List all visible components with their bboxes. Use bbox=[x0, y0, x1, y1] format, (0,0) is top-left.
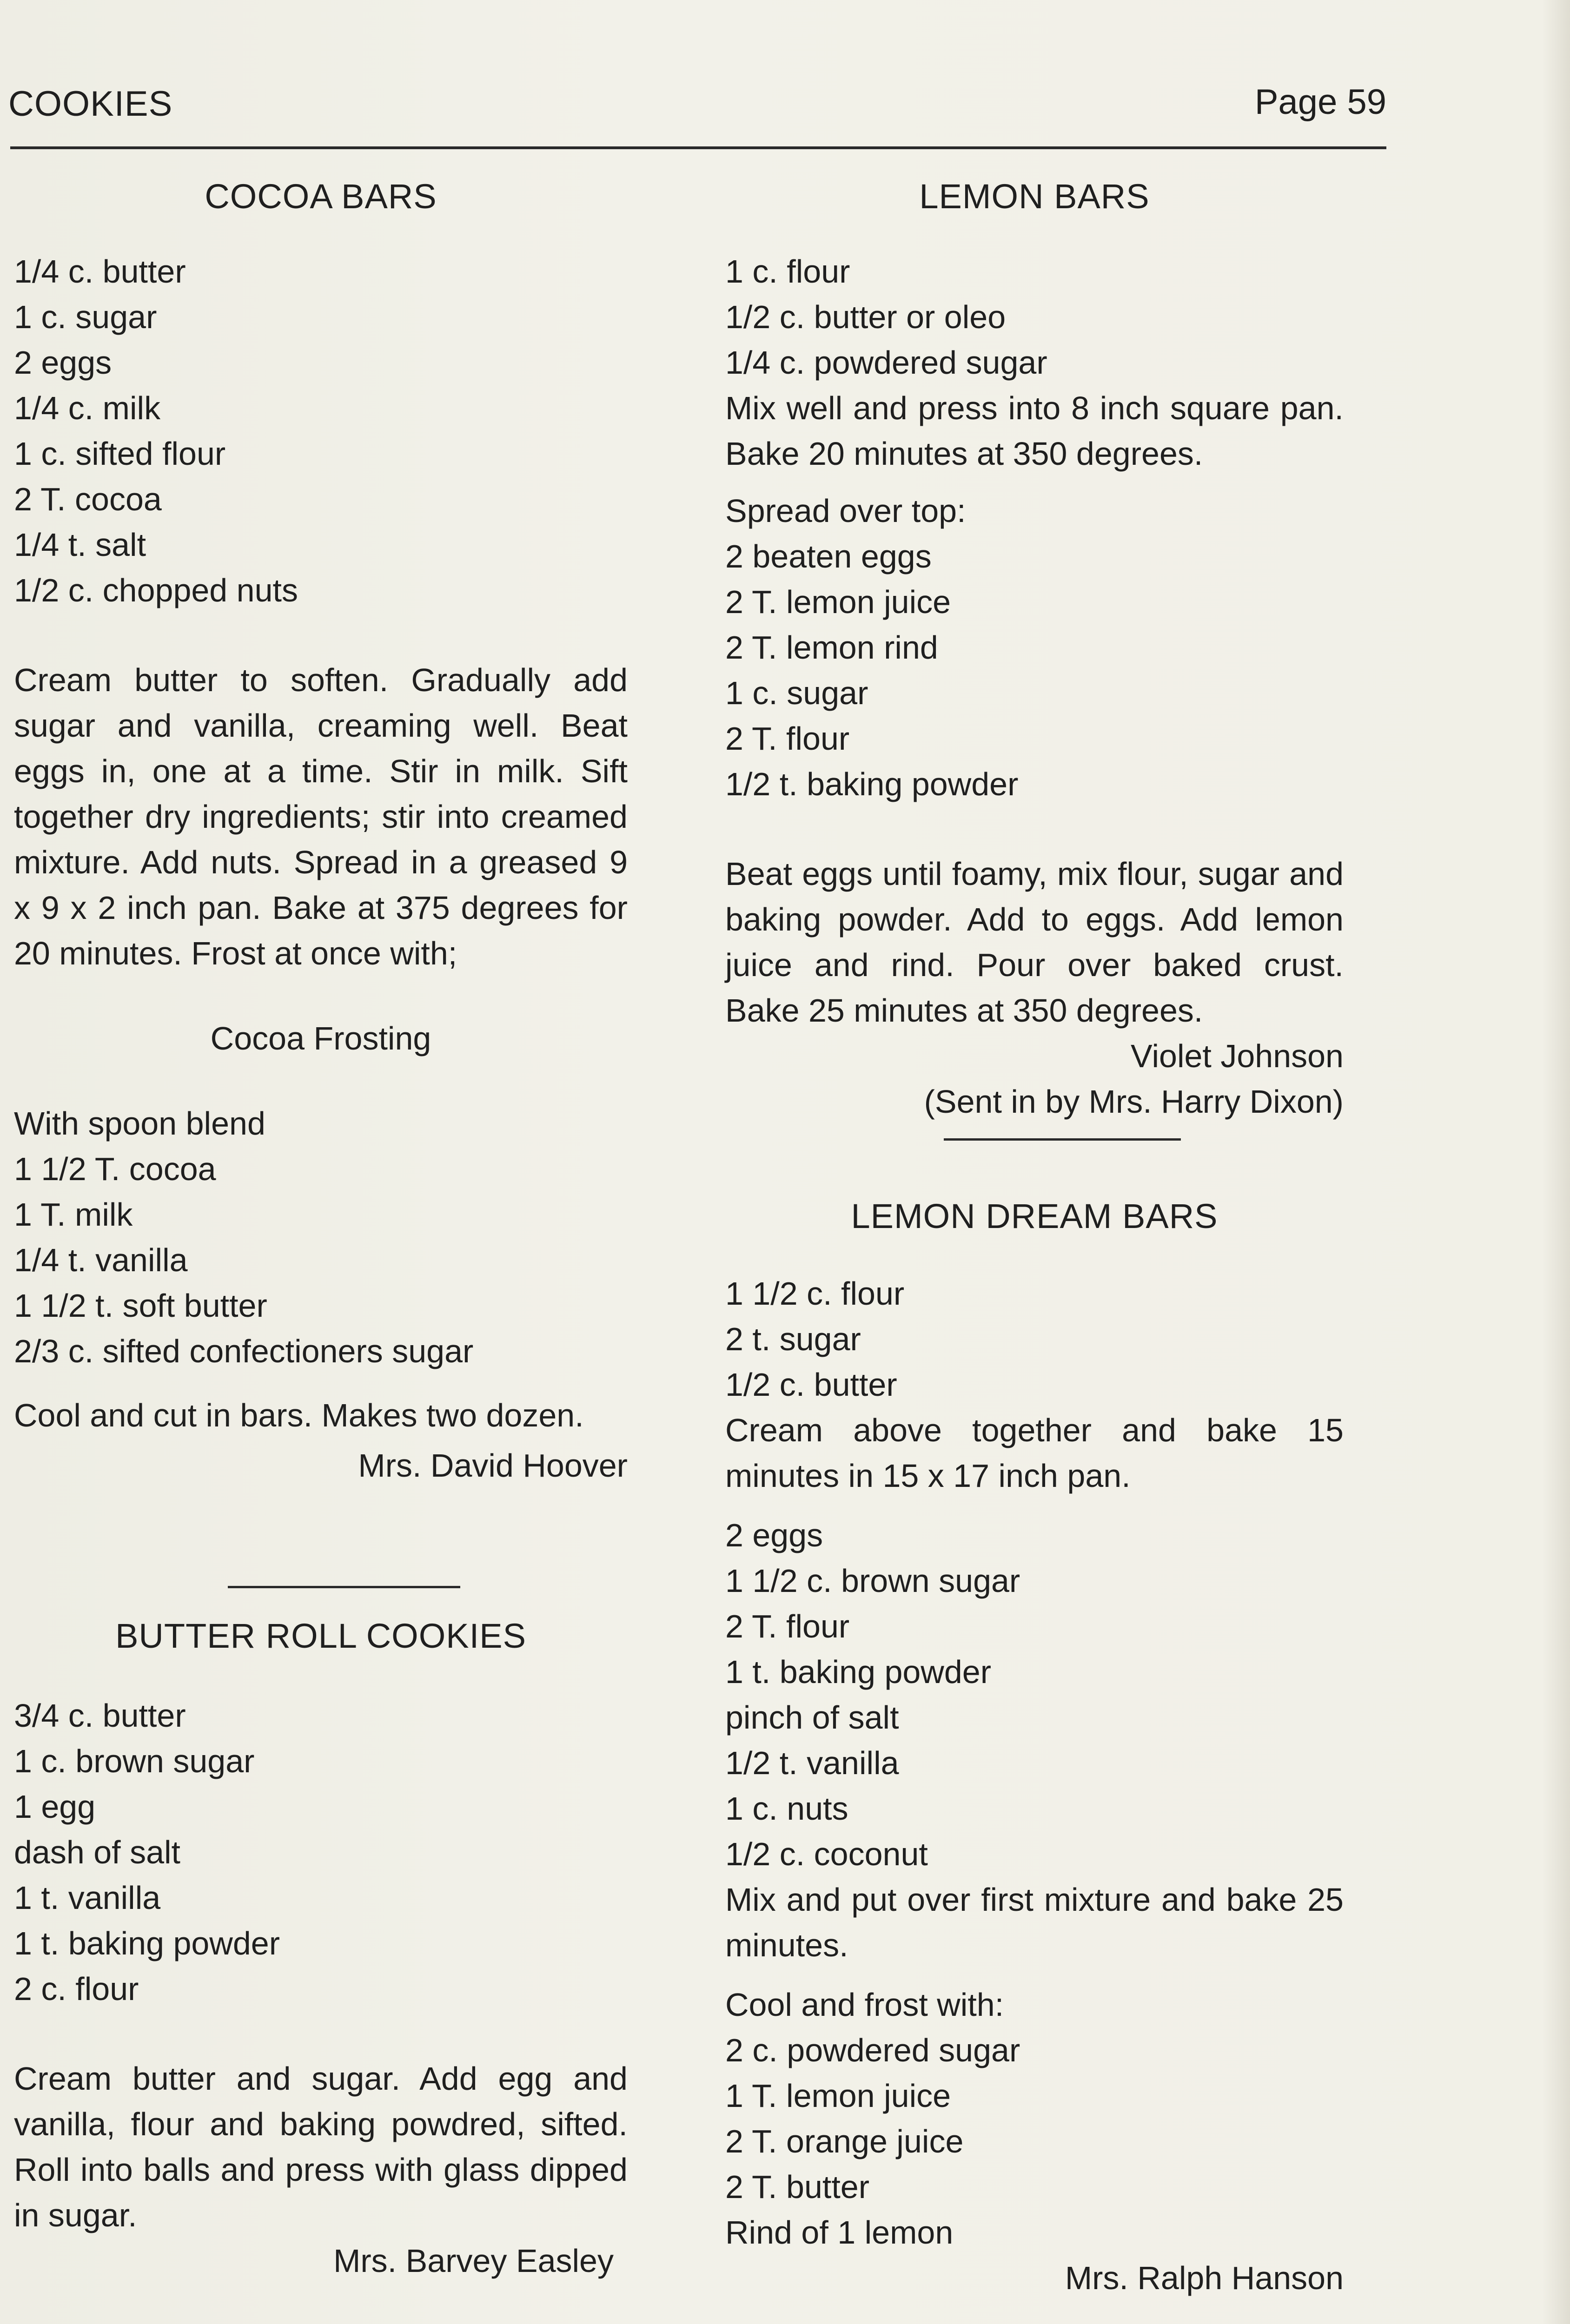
recipe-directions: Cream butter to soften. Gradually add sugar and vanilla, creaming well. Beat eggs in, one at a time. Stir in milk. Sift together dry ingredients; stir into creamed mixture. Add nuts. Spread in a greased 9 x 9 x 2 inch pan. Bake at 375 degrees for 20 minutes. Frost at once with; bbox=[14, 662, 628, 971]
recipe-butter-roll-cookies bbox=[14, 1616, 628, 2284]
recipe-step: Mix well and press into 8 inch square pan. Bake 20 minutes at 350 degrees. bbox=[725, 390, 1344, 472]
ingredient: 2 T. orange juice bbox=[725, 2123, 964, 2159]
recipe-author: Mrs. Barvey Easley bbox=[333, 2243, 614, 2279]
ingredient: 2 T. lemon juice bbox=[725, 584, 951, 620]
ingredient: 1 c. brown sugar bbox=[14, 1743, 255, 1779]
frosting-title: Cocoa Frosting bbox=[210, 1020, 431, 1056]
ingredient: 1/2 c. coconut bbox=[725, 1836, 928, 1872]
ingredient: 2 t. sugar bbox=[725, 1321, 861, 1357]
ingredient-list bbox=[14, 249, 628, 613]
recipe-title: LEMON DREAM BARS bbox=[851, 1197, 1218, 1235]
ingredient: 2 T. butter bbox=[725, 2169, 870, 2205]
ingredient: 2 T. lemon rind bbox=[725, 629, 938, 666]
ingredient: 1 1/2 t. soft butter bbox=[14, 1287, 267, 1324]
recipe-title: COCOA BARS bbox=[205, 177, 437, 216]
ingredient: 1 t. vanilla bbox=[14, 1880, 161, 1916]
topping-ingredient-list bbox=[725, 534, 1344, 807]
ingredient: 1/4 c. powdered sugar bbox=[725, 344, 1047, 381]
ingredient: 2 beaten eggs bbox=[725, 538, 932, 574]
topping-ingredient-list bbox=[725, 1512, 1344, 1877]
ingredient: 1 T. milk bbox=[14, 1196, 133, 1233]
ingredient: 2 T. flour bbox=[725, 1608, 850, 1644]
ingredient: 1 egg bbox=[14, 1789, 96, 1825]
ingredient: 2/3 c. sifted confectioners sugar bbox=[14, 1333, 474, 1369]
recipe-cocoa-bars bbox=[14, 177, 628, 1488]
ingredient: 1 c. sifted flour bbox=[14, 436, 226, 472]
section-title: COOKIES bbox=[8, 84, 173, 124]
recipe-lemon-dream-bars bbox=[725, 1196, 1344, 2301]
recipe-author: Mrs. Ralph Hanson bbox=[1065, 2260, 1344, 2296]
recipe-title: BUTTER ROLL COOKIES bbox=[115, 1617, 526, 1655]
recipe-finish: Cool and cut in bars. Makes two dozen. bbox=[14, 1397, 584, 1433]
frosting-ingredient-list bbox=[14, 1146, 628, 1374]
frosting-intro: With spoon blend bbox=[14, 1105, 265, 1142]
ingredient: 2 eggs bbox=[14, 344, 112, 381]
ingredient: dash of salt bbox=[14, 1834, 180, 1870]
ingredient: 1/4 t. salt bbox=[14, 527, 146, 563]
topping-directions: Mix and put over first mixture and bake 25 minutes. bbox=[725, 1882, 1344, 1963]
recipe-divider bbox=[944, 1138, 1181, 1141]
ingredient: 1 c. sugar bbox=[14, 299, 157, 335]
ingredient: 1/2 c. butter or oleo bbox=[725, 299, 1006, 335]
ingredient: 1/2 c. chopped nuts bbox=[14, 572, 298, 608]
left-column bbox=[14, 167, 628, 2284]
page-edge-shadow bbox=[1542, 0, 1570, 2324]
frost-intro: Cool and frost with: bbox=[725, 1987, 1004, 2023]
recipe-author: Violet Johnson bbox=[1131, 1038, 1344, 1074]
ingredient: 1/4 c. butter bbox=[14, 253, 186, 290]
recipe-directions: Beat eggs until foamy, mix flour, sugar and baking powder. Add to eggs. Add lemon juice and rind. Pour over baked crust. Bake 25 minutes at 350 degrees. bbox=[725, 856, 1344, 1029]
ingredient: 1/2 t. baking powder bbox=[725, 766, 1019, 802]
recipe-directions: Cream butter and sugar. Add egg and vanilla, flour and baking powdred, sifted. Roll into balls and press with glass dipped in sugar. bbox=[14, 2060, 628, 2233]
ingredient: 3/4 c. butter bbox=[14, 1697, 186, 1734]
ingredient: 1 1/2 c. brown sugar bbox=[725, 1563, 1020, 1599]
ingredient-list bbox=[14, 1693, 628, 2012]
ingredient: 1 t. baking powder bbox=[14, 1925, 280, 1961]
ingredient: 2 c. powdered sugar bbox=[725, 2032, 1020, 2068]
ingredient: 1/4 t. vanilla bbox=[14, 1242, 188, 1278]
recipe-author: Mrs. David Hoover bbox=[358, 1447, 628, 1484]
ingredient: 1/4 c. milk bbox=[14, 390, 161, 426]
ingredient: 1/2 c. butter bbox=[725, 1367, 897, 1403]
recipe-lemon-bars bbox=[725, 177, 1344, 1124]
ingredient: Rind of 1 lemon bbox=[725, 2214, 954, 2251]
ingredient: 1 T. lemon juice bbox=[725, 2078, 951, 2114]
topping-intro: Spread over top: bbox=[725, 493, 966, 529]
page-number: Page 59 bbox=[1254, 82, 1386, 122]
ingredient: 2 eggs bbox=[725, 1517, 823, 1553]
ingredient: 1 1/2 c. flour bbox=[725, 1275, 905, 1312]
ingredient: 1/2 t. vanilla bbox=[725, 1745, 899, 1781]
ingredient: 1 t. baking powder bbox=[725, 1654, 992, 1690]
frosting-ingredient-list bbox=[725, 2027, 1344, 2255]
ingredient: 2 c. flour bbox=[14, 1971, 139, 2007]
ingredient: 1 1/2 T. cocoa bbox=[14, 1151, 216, 1187]
ingredient-list bbox=[725, 249, 1344, 385]
header-divider bbox=[10, 146, 1386, 149]
right-column bbox=[725, 167, 1344, 2301]
base-ingredient-list bbox=[725, 1271, 1344, 1407]
ingredient: 2 T. flour bbox=[725, 720, 850, 757]
ingredient: 1 c. sugar bbox=[725, 675, 868, 711]
recipe-divider bbox=[228, 1586, 460, 1588]
recipe-sent-by: (Sent in by Mrs. Harry Dixon) bbox=[924, 1083, 1344, 1120]
base-directions: Cream above together and bake 15 minutes in 15 x 17 inch pan. bbox=[725, 1412, 1344, 1494]
ingredient: 1 c. nuts bbox=[725, 1790, 848, 1827]
ingredient: pinch of salt bbox=[725, 1699, 899, 1736]
recipe-title: LEMON BARS bbox=[919, 177, 1150, 216]
ingredient: 2 T. cocoa bbox=[14, 481, 162, 517]
ingredient: 1 c. flour bbox=[725, 253, 850, 290]
